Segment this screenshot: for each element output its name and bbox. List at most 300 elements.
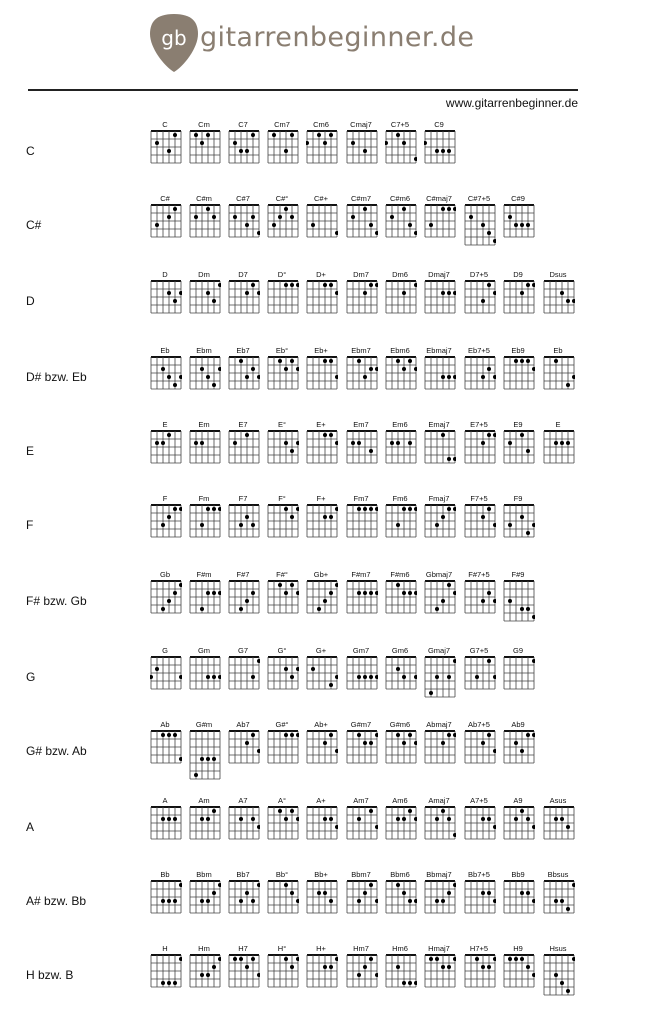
finger-dot [290, 215, 294, 219]
chord-name: A+ [316, 796, 326, 805]
finger-dot [453, 291, 456, 295]
finger-dot [481, 375, 485, 379]
chord-name: D [162, 270, 168, 279]
finger-dot [429, 957, 433, 961]
finger-dot [402, 507, 406, 511]
finger-dot [206, 817, 210, 821]
fretboard-grid [306, 580, 338, 616]
chord-name: Cm6 [313, 120, 329, 129]
finger-dot [560, 441, 564, 445]
chord-name: Dm [198, 270, 210, 279]
finger-dot [239, 359, 243, 363]
finger-dot [284, 591, 288, 595]
finger-dot [245, 433, 249, 437]
finger-dot [278, 809, 282, 813]
chord-name: C#9 [511, 194, 525, 203]
finger-dot [572, 375, 575, 379]
finger-dot [441, 433, 445, 437]
fretboard-grid [267, 280, 299, 316]
finger-dot [335, 375, 338, 379]
finger-dot [402, 817, 406, 821]
finger-dot [245, 515, 249, 519]
finger-dot [218, 883, 221, 887]
finger-dot [212, 809, 216, 813]
fretboard-grid [150, 356, 182, 392]
fretboard-grid [464, 430, 496, 466]
finger-dot [173, 299, 177, 303]
chord-name: E [555, 420, 561, 429]
finger-dot [167, 599, 171, 603]
finger-dot [167, 375, 171, 379]
finger-dot [179, 583, 182, 587]
fretboard-grid [267, 580, 299, 616]
chord-name: C# [160, 194, 170, 203]
fretboard-grid [424, 954, 456, 990]
fretboard-grid [150, 204, 182, 240]
fretboard-grid [189, 356, 221, 392]
chord-name: Gbmaj7 [425, 570, 453, 579]
fretboard-grid [150, 880, 182, 916]
chord-name: Hm7 [353, 944, 369, 953]
finger-dot [520, 433, 524, 437]
finger-dot [396, 733, 400, 737]
finger-dot [566, 825, 570, 829]
fretboard-grid [306, 130, 338, 166]
row-label: G# bzw. Ab [26, 744, 87, 758]
fretboard-grid [306, 880, 338, 916]
finger-dot [296, 899, 299, 903]
finger-dot [206, 899, 210, 903]
finger-dot [257, 291, 260, 295]
finger-dot [487, 283, 491, 287]
finger-dot [212, 215, 216, 219]
row-label: E [26, 444, 35, 458]
chord-name: Eb9 [511, 346, 525, 355]
fretboard-grid [150, 430, 182, 466]
chord-name: Ab7 [236, 720, 250, 729]
finger-dot [317, 607, 321, 611]
fretboard-grid [228, 430, 260, 466]
finger-dot [206, 291, 210, 295]
finger-dot [375, 973, 378, 977]
finger-dot [251, 899, 255, 903]
fretboard-grid [150, 130, 182, 166]
fretboard-grid [346, 430, 378, 466]
chord-name: Eb [160, 346, 170, 355]
finger-dot [323, 141, 327, 145]
finger-dot [206, 507, 210, 511]
chord-name: Dsus [549, 270, 567, 279]
finger-dot [329, 899, 333, 903]
chord-name: C7 [238, 120, 248, 129]
finger-dot [481, 441, 485, 445]
finger-dot [167, 149, 171, 153]
finger-dot [447, 149, 451, 153]
chord-name: E+ [316, 420, 326, 429]
chord-name: Asus [549, 796, 567, 805]
fretboard-grid [189, 204, 221, 240]
finger-dot [414, 367, 417, 371]
finger-dot [194, 215, 198, 219]
finger-dot [369, 809, 373, 813]
chord-name: Ab+ [314, 720, 328, 729]
fretboard-grid [385, 954, 417, 990]
finger-dot [520, 291, 524, 295]
fretboard-grid [150, 580, 182, 616]
fretboard-grid [424, 504, 456, 540]
chord-name: Ebm6 [390, 346, 410, 355]
finger-dot [335, 507, 338, 511]
finger-dot [351, 215, 355, 219]
finger-dot [375, 733, 378, 737]
finger-dot [402, 591, 406, 595]
fretboard-grid [346, 880, 378, 916]
chord-name: E7+5 [470, 420, 488, 429]
finger-dot [257, 659, 260, 663]
finger-dot [441, 809, 445, 813]
finger-dot [173, 981, 177, 985]
finger-dot [296, 817, 299, 821]
finger-dot [251, 733, 255, 737]
fretboard-grid [346, 580, 378, 616]
finger-dot [396, 883, 400, 887]
finger-dot [560, 291, 564, 295]
fretboard-grid [267, 954, 299, 990]
finger-dot [520, 891, 524, 895]
finger-dot [233, 141, 237, 145]
fretboard-grid [306, 656, 338, 692]
finger-dot [357, 973, 361, 977]
finger-dot [296, 283, 299, 287]
finger-dot [284, 507, 288, 511]
chord-name: F [162, 494, 168, 503]
finger-dot [251, 133, 255, 137]
finger-dot [218, 367, 221, 371]
finger-dot [290, 583, 294, 587]
finger-dot [212, 675, 216, 679]
finger-dot [284, 283, 288, 287]
finger-dot [532, 367, 535, 371]
finger-dot [396, 523, 400, 527]
finger-dot [375, 283, 378, 287]
finger-dot [173, 207, 177, 211]
finger-dot [447, 457, 451, 461]
finger-dot [167, 981, 171, 985]
finger-dot [554, 973, 558, 977]
finger-dot [369, 367, 373, 371]
finger-dot [335, 825, 338, 829]
finger-dot [173, 817, 177, 821]
chord-name: F#7+5 [468, 570, 490, 579]
finger-dot [284, 667, 288, 671]
finger-dot [408, 507, 412, 511]
finger-dot [385, 141, 388, 145]
chord-name: Amaj7 [428, 796, 450, 805]
chord-name: Hmaj7 [428, 944, 450, 953]
row-label: A# bzw. Bb [26, 894, 87, 908]
finger-dot [554, 817, 558, 821]
fretboard-grid [543, 356, 575, 392]
finger-dot [257, 375, 260, 379]
finger-dot [526, 223, 530, 227]
finger-dot [290, 515, 294, 519]
finger-dot [487, 433, 491, 437]
finger-dot [554, 899, 558, 903]
chord-name: Bbsus [547, 870, 569, 879]
finger-dot [493, 375, 496, 379]
finger-dot [357, 591, 361, 595]
chord-name: C#maj7 [426, 194, 452, 203]
finger-dot [447, 583, 451, 587]
fretboard-grid [464, 954, 496, 990]
finger-dot [167, 733, 171, 737]
finger-dot [447, 817, 451, 821]
finger-dot [520, 957, 524, 961]
finger-dot [284, 883, 288, 887]
chord-name: F#° [276, 570, 288, 579]
finger-dot [335, 291, 338, 295]
finger-dot [369, 283, 373, 287]
finger-dot [272, 133, 276, 137]
fretboard-grid [306, 806, 338, 842]
fretboard-grid [385, 356, 417, 392]
finger-dot [239, 149, 243, 153]
finger-dot [323, 741, 327, 745]
finger-dot [481, 599, 485, 603]
finger-dot [414, 675, 417, 679]
finger-dot [441, 291, 445, 295]
finger-dot [514, 957, 518, 961]
finger-dot [357, 899, 361, 903]
finger-dot [402, 675, 406, 679]
chord-name: C#7 [236, 194, 250, 203]
finger-dot [317, 891, 321, 895]
chord-name: Bb° [275, 870, 289, 879]
fretboard-grid [346, 280, 378, 316]
chord-name: Hm6 [392, 944, 408, 953]
row-label: G [26, 670, 36, 684]
fretboard-grid [424, 580, 456, 616]
finger-dot [402, 291, 406, 295]
finger-dot [251, 283, 255, 287]
fretboard-grid [267, 130, 299, 166]
chord-name: Bb+ [314, 870, 328, 879]
finger-dot [526, 891, 530, 895]
finger-dot [257, 231, 260, 235]
finger-dot [329, 359, 333, 363]
chord-name: Emaj7 [428, 420, 450, 429]
finger-dot [369, 507, 373, 511]
finger-dot [206, 133, 210, 137]
chord-name: Bb7 [236, 870, 250, 879]
chord-name: C#7+5 [467, 194, 491, 203]
chord-name: Bb [160, 870, 170, 879]
fretboard-grid [503, 280, 535, 316]
finger-dot [441, 965, 445, 969]
finger-dot [414, 231, 417, 235]
finger-dot [311, 223, 315, 227]
finger-dot [357, 675, 361, 679]
finger-dot [453, 457, 456, 461]
fretboard-grid [543, 280, 575, 316]
chord-name: Gmaj7 [427, 646, 451, 655]
finger-dot [375, 675, 378, 679]
finger-dot [526, 359, 530, 363]
fretboard-grid [503, 806, 535, 842]
chord-name: E [162, 420, 168, 429]
finger-dot [554, 441, 558, 445]
finger-dot [161, 899, 165, 903]
finger-dot [323, 283, 327, 287]
chord-name: Em7 [353, 420, 369, 429]
fretboard-grid [189, 806, 221, 842]
brand-name[interactable]: gitarrenbeginner.de [200, 22, 475, 53]
finger-dot [493, 899, 496, 903]
finger-dot [278, 215, 282, 219]
finger-dot [508, 523, 512, 527]
fretboard-grid [267, 430, 299, 466]
fretboard-grid [306, 954, 338, 990]
fretboard-grid [150, 806, 182, 842]
fretboard-grid [385, 656, 417, 692]
fretboard-grid [228, 880, 260, 916]
chord-name: Bbm6 [390, 870, 410, 879]
chord-name: G7 [237, 646, 248, 655]
fretboard-grid [424, 806, 456, 842]
finger-dot [447, 375, 451, 379]
site-url[interactable]: www.gitarrenbeginner.de [445, 96, 578, 110]
finger-dot [335, 675, 338, 679]
finger-dot [441, 741, 445, 745]
chord-name: Am7 [353, 796, 369, 805]
chord-name: C#m7 [350, 194, 371, 203]
finger-dot [251, 591, 255, 595]
finger-dot [233, 215, 237, 219]
fretboard-grid [464, 280, 496, 316]
finger-dot [435, 899, 439, 903]
fretboard-grid [346, 656, 378, 692]
chord-name: G [162, 646, 168, 655]
chord-name: Bbm7 [351, 870, 371, 879]
finger-dot [414, 591, 417, 595]
finger-dot [161, 523, 165, 527]
finger-dot [212, 383, 216, 387]
chord-name: E7 [238, 420, 248, 429]
chord-name: F#m [196, 570, 212, 579]
chord-name: Ab7+5 [468, 720, 490, 729]
finger-dot [155, 441, 159, 445]
finger-dot [414, 283, 417, 287]
finger-dot [218, 675, 221, 679]
fretboard-grid [150, 280, 182, 316]
finger-dot [329, 433, 333, 437]
finger-dot [296, 367, 299, 371]
finger-dot [251, 215, 255, 219]
finger-dot [441, 207, 445, 211]
finger-dot [526, 965, 530, 969]
finger-dot [566, 299, 570, 303]
finger-dot [194, 773, 198, 777]
finger-dot [514, 741, 518, 745]
fretboard-grid [503, 430, 535, 466]
finger-dot [363, 375, 367, 379]
finger-dot [414, 157, 417, 161]
finger-dot [161, 733, 165, 737]
finger-dot [402, 141, 406, 145]
chord-name: Fmaj7 [428, 494, 450, 503]
chord-name: Eb7 [236, 346, 250, 355]
finger-dot [508, 599, 512, 603]
finger-dot [284, 207, 288, 211]
finger-dot [481, 965, 485, 969]
fretboard-grid [228, 656, 260, 692]
finger-dot [200, 757, 204, 761]
finger-dot [493, 239, 496, 243]
fretboard-grid [267, 656, 299, 692]
finger-dot [453, 591, 456, 595]
chord-name: Dm6 [392, 270, 408, 279]
finger-dot [311, 667, 315, 671]
finger-dot [369, 883, 373, 887]
chord-name: Bb9 [511, 870, 525, 879]
finger-dot [532, 899, 535, 903]
chord-name: Gm7 [352, 646, 370, 655]
fretboard-grid [464, 730, 496, 766]
finger-dot [317, 133, 321, 137]
finger-dot [194, 441, 198, 445]
finger-dot [508, 215, 512, 219]
finger-dot [493, 957, 496, 961]
finger-dot [351, 141, 355, 145]
fretboard-grid [189, 580, 221, 616]
finger-dot [566, 907, 570, 911]
fretboard-grid [385, 880, 417, 916]
finger-dot [493, 291, 496, 295]
finger-dot [329, 965, 333, 969]
chord-name: Hm [198, 944, 210, 953]
finger-dot [161, 607, 165, 611]
finger-dot [408, 733, 412, 737]
fretboard-grid [385, 204, 417, 240]
chord-name: Cm [198, 120, 210, 129]
finger-dot [200, 607, 204, 611]
finger-dot [532, 825, 535, 829]
finger-dot [329, 683, 333, 687]
finger-dot [475, 675, 479, 679]
finger-dot [453, 375, 456, 379]
fretboard-grid [464, 806, 496, 842]
finger-dot [335, 957, 338, 961]
fretboard-grid [306, 730, 338, 766]
row-label: C [26, 144, 35, 158]
fretboard-grid [464, 656, 496, 692]
finger-dot [296, 507, 299, 511]
finger-dot [520, 515, 524, 519]
finger-dot [290, 133, 294, 137]
fretboard-grid [464, 504, 496, 540]
finger-dot [390, 215, 394, 219]
chord-name: F+ [316, 494, 326, 503]
finger-dot [414, 899, 417, 903]
finger-dot [453, 659, 456, 663]
chord-name: C9 [434, 120, 444, 129]
fretboard-grid [503, 356, 535, 392]
fretboard-grid [150, 730, 182, 766]
finger-dot [526, 817, 530, 821]
finger-dot [245, 375, 249, 379]
finger-dot [441, 149, 445, 153]
finger-dot [179, 291, 182, 295]
